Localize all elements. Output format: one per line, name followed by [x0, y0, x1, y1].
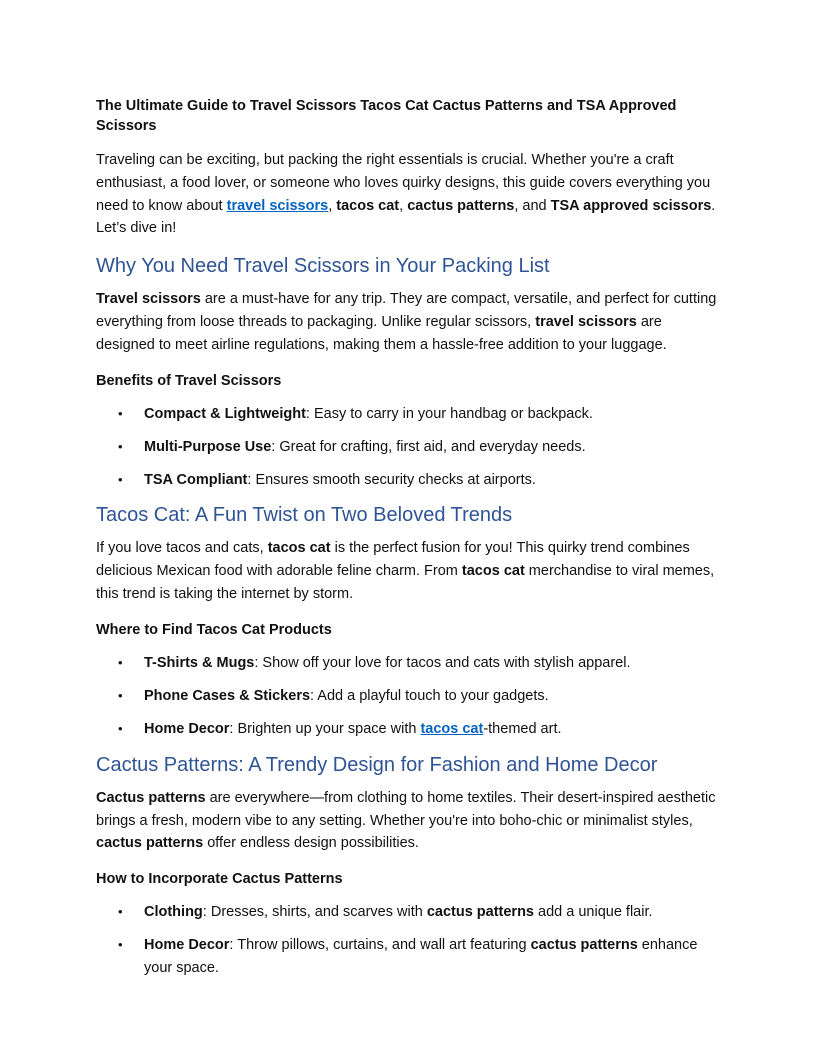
- bullet-icon: •: [118, 688, 123, 704]
- bold-text: Home Decor: [144, 937, 230, 954]
- list-item-text: [144, 406, 593, 422]
- text-run: : Brighten up your space with: [229, 721, 421, 738]
- bold-text: cactus patterns: [407, 197, 515, 214]
- bullet-list: [96, 652, 722, 741]
- bold-text: Cactus patterns: [96, 789, 206, 806]
- document-title: The Ultimate Guide to Travel Scissors Tacos Cat Cactus Patterns and TSA Approved Scissors: [96, 98, 677, 134]
- text-run: ,: [328, 197, 337, 214]
- list-item-text: [144, 937, 697, 976]
- section-cactus-patterns: [96, 752, 722, 980]
- text-run: : Easy to carry in your handbag or backpack.: [305, 405, 593, 422]
- document-page: [96, 96, 722, 991]
- list-item-text: [144, 688, 549, 704]
- bold-text: Clothing: [144, 904, 203, 921]
- bullet-icon: •: [118, 721, 123, 737]
- section-paragraph: [96, 288, 722, 356]
- section-heading: Tacos Cat: A Fun Twist on Two Beloved Trends: [96, 504, 513, 527]
- text-run: : Ensures smooth security checks at airports.: [247, 472, 536, 489]
- inline-link[interactable]: travel scissors: [226, 197, 329, 214]
- bold-text: T-Shirts & Mugs: [144, 654, 255, 671]
- text-run: : Add a playful touch to your gadgets.: [310, 688, 549, 705]
- section-subheading: How to Incorporate Cactus Patterns: [96, 871, 343, 888]
- list-item-text: [144, 721, 562, 737]
- list-item: [96, 685, 722, 708]
- list-item: [96, 652, 722, 675]
- text-run: , and: [514, 197, 551, 214]
- bold-text: tacos cat: [461, 563, 525, 580]
- bold-text: tacos cat: [336, 197, 400, 214]
- bold-text: tacos cat: [267, 540, 331, 557]
- bold-text: Travel scissors: [96, 291, 201, 308]
- text-run: are designed to meet airline regulations, making them a hassle-free addition to your luggage.: [96, 313, 667, 353]
- text-run: add a unique flair.: [534, 904, 653, 921]
- bold-text: TSA Compliant: [144, 472, 248, 489]
- section-subheading: Where to Find Tacos Cat Products: [96, 621, 332, 638]
- text-run: : Show off your love for tacos and cats with stylish apparel.: [254, 654, 631, 671]
- list-item: [96, 469, 722, 492]
- list-item: [96, 934, 722, 980]
- text-run: -themed art.: [483, 721, 562, 738]
- list-item: [96, 436, 722, 459]
- text-run: If you love tacos and cats,: [96, 540, 268, 557]
- text-run: : Great for crafting, first aid, and everyday needs.: [271, 438, 586, 455]
- bold-text: Multi-Purpose Use: [144, 438, 272, 455]
- bold-text: TSA approved scissors: [550, 197, 712, 214]
- text-run: are everywhere—from clothing to home textiles. Their desert-inspired aesthetic brings a fresh, modern vibe to any setting. Whether you're into boho-chic or minimalist styles,: [96, 789, 716, 829]
- section-paragraph: [96, 537, 722, 605]
- inline-link[interactable]: tacos cat: [420, 721, 484, 738]
- text-run: ,: [399, 197, 408, 214]
- section-tacos-cat: [96, 502, 722, 741]
- text-run: Traveling can be exciting, but packing the right essentials is crucial. Whether you're a craft enthusiast, a food lover, or someone who loves quirky designs, this guide covers everything you need to know about: [96, 152, 711, 214]
- bold-text: Home Decor: [144, 721, 230, 738]
- text-run: : Throw pillows, curtains, and wall art featuring: [229, 937, 531, 954]
- text-run: is the perfect fusion for you! This quirky trend combines delicious Mexican food with adorable feline charm. From: [96, 540, 690, 580]
- intro-paragraph: [96, 149, 722, 240]
- bold-text: cactus patterns: [426, 904, 534, 921]
- text-run: merchandise to viral memes, this trend is taking the internet by storm.: [96, 563, 715, 603]
- text-run: . Let’s dive in!: [96, 197, 716, 237]
- bold-text: cactus patterns: [530, 937, 638, 954]
- text-run: : Dresses, shirts, and scarves with: [202, 904, 427, 921]
- list-item-text: [144, 439, 586, 455]
- bullet-icon: •: [118, 438, 123, 454]
- list-item: [96, 403, 722, 426]
- bold-text: cactus patterns: [96, 835, 204, 852]
- list-item-text: [144, 904, 653, 920]
- bullet-icon: •: [118, 405, 123, 421]
- bullet-icon: •: [118, 904, 123, 920]
- list-item: [96, 901, 722, 924]
- list-item: [96, 718, 722, 741]
- text-run: enhance your space.: [144, 937, 698, 977]
- bullet-icon: •: [118, 472, 123, 488]
- section-travel-scissors: [96, 253, 722, 492]
- bullet-icon: •: [118, 937, 123, 953]
- bold-text: Compact & Lightweight: [144, 405, 306, 422]
- section-heading: Cactus Patterns: A Trendy Design for Fashion and Home Decor: [96, 753, 658, 776]
- text-run: are a must-have for any trip. They are compact, versatile, and perfect for cutting everything from loose threads to packaging. Unlike regular scissors,: [96, 291, 717, 330]
- section-subheading: Benefits of Travel Scissors: [96, 372, 282, 389]
- bold-text: travel scissors: [535, 313, 637, 330]
- list-item-text: [144, 655, 631, 671]
- section-heading: Why You Need Travel Scissors in Your Packing List: [96, 255, 550, 278]
- bullet-icon: •: [118, 654, 123, 670]
- bullet-list: [96, 403, 722, 492]
- bold-text: Phone Cases & Stickers: [144, 688, 311, 705]
- section-paragraph: [96, 787, 722, 855]
- text-run: offer endless design possibilities.: [203, 835, 419, 852]
- list-item-text: [144, 472, 536, 488]
- bullet-list: [96, 901, 722, 980]
